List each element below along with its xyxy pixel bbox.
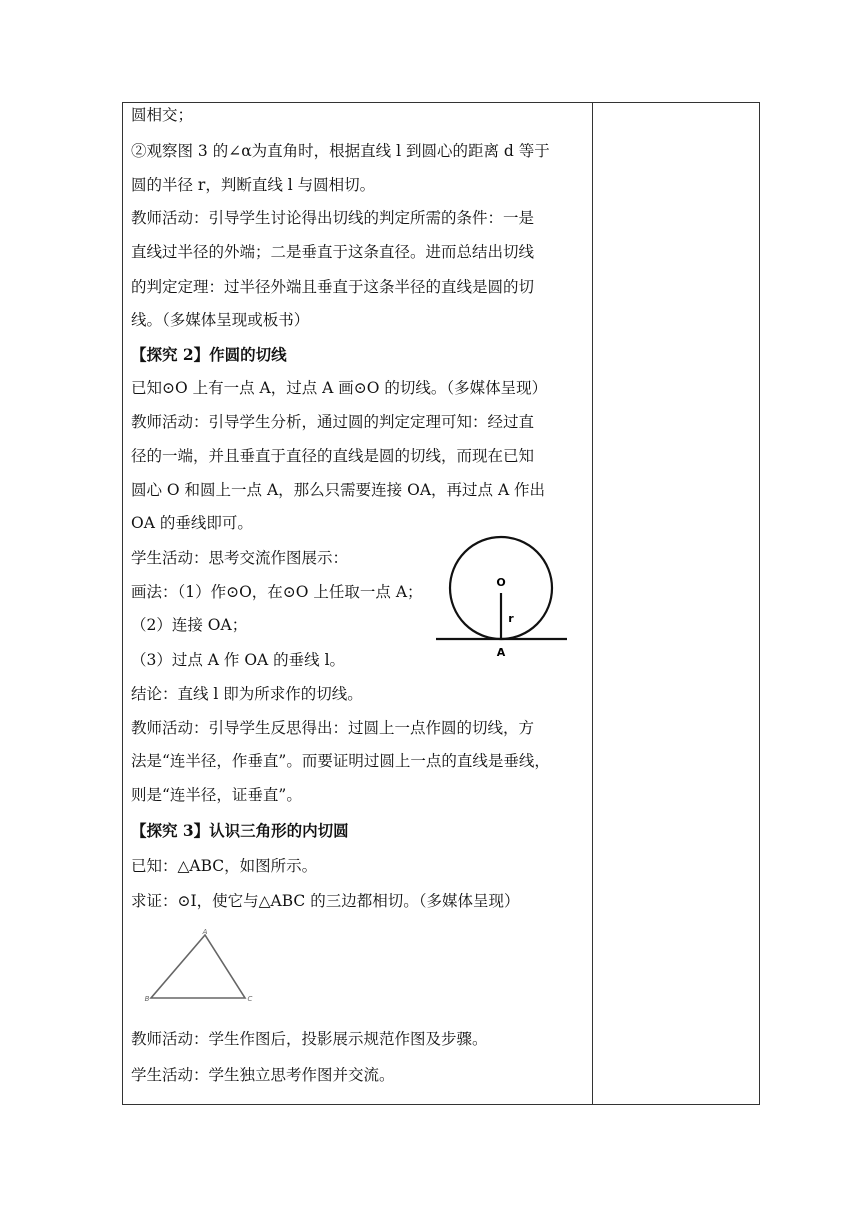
text-line: （3）过点 A 作 OA 的垂线 l。 bbox=[131, 651, 346, 669]
radius-label: r bbox=[508, 612, 514, 625]
triangle-figure bbox=[141, 927, 265, 1005]
vertex-b-label: B bbox=[144, 995, 150, 1003]
text-line: 圆心 O 和圆上一点 A，那么只需要连接 OA，再过点 A 作出 bbox=[131, 481, 546, 499]
text-line: 已知：△ABC，如图所示。 bbox=[131, 857, 318, 875]
triangle-abc bbox=[151, 935, 245, 998]
vertex-c-label: C bbox=[247, 995, 253, 1003]
text-line: 直线过半径的外端；二是垂直于这条直径。进而总结出切线 bbox=[131, 243, 535, 261]
center-label: O bbox=[496, 576, 506, 589]
text-line: 画法：（1）作⊙O，在⊙O 上任取一点 A； bbox=[131, 583, 423, 601]
lesson-table bbox=[122, 102, 760, 1105]
text-line: 教师活动：引导学生讨论得出切线的判定所需的条件：一是 bbox=[131, 209, 535, 227]
text-line: 学生活动：学生独立思考作图并交流。 bbox=[131, 1066, 395, 1084]
text-line: 已知⊙O 上有一点 A，过点 A 画⊙O 的切线。（多媒体呈现） bbox=[131, 379, 548, 397]
point-label: A bbox=[496, 646, 506, 659]
text-line: 线。（多媒体呈现或板书） bbox=[131, 311, 310, 329]
section-heading: 【探究 3】认识三角形的内切圆 bbox=[131, 821, 349, 840]
section-heading: 【探究 2】作圆的切线 bbox=[131, 345, 287, 364]
text-line: 教师活动：引导学生反思得出：过圆上一点作圆的切线，方 bbox=[131, 719, 535, 737]
text-line: 求证：⊙I，使它与△ABC 的三边都相切。（多媒体呈现） bbox=[131, 892, 520, 910]
text-line: 则是“连半径，证垂直”。 bbox=[131, 786, 302, 804]
text-line: 法是“连半径，作垂直”。而要证明过圆上一点的直线是垂线， bbox=[131, 752, 550, 770]
circle-tangent-figure bbox=[433, 535, 573, 659]
text-line: 的判定定理：过半径外端且垂直于这条半径的直线是圆的切 bbox=[131, 278, 535, 296]
text-line: 圆的半径 r，判断直线 l 与圆相切。 bbox=[131, 176, 376, 194]
vertex-a-label: A bbox=[202, 928, 208, 936]
text-line: 圆相交； bbox=[131, 106, 194, 124]
text-line: 学生活动：思考交流作图展示： bbox=[131, 549, 349, 567]
text-line: OA 的垂线即可。 bbox=[131, 514, 253, 532]
text-line: 教师活动：引导学生分析，通过圆的判定定理可知：经过直 bbox=[131, 413, 535, 431]
text-line: ②观察图 3 的∠α为直角时，根据直线 l 到圆心的距离 d 等于 bbox=[131, 142, 550, 160]
text-line: （2）连接 OA； bbox=[131, 616, 248, 634]
text-line: 结论：直线 l 即为所求作的切线。 bbox=[131, 685, 363, 703]
text-line: 教师活动：学生作图后，投影展示规范作图及步骤。 bbox=[131, 1030, 488, 1048]
text-line: 径的一端，并且垂直于直径的直线是圆的切线，而现在已知 bbox=[131, 447, 535, 465]
column-divider bbox=[592, 103, 593, 1104]
